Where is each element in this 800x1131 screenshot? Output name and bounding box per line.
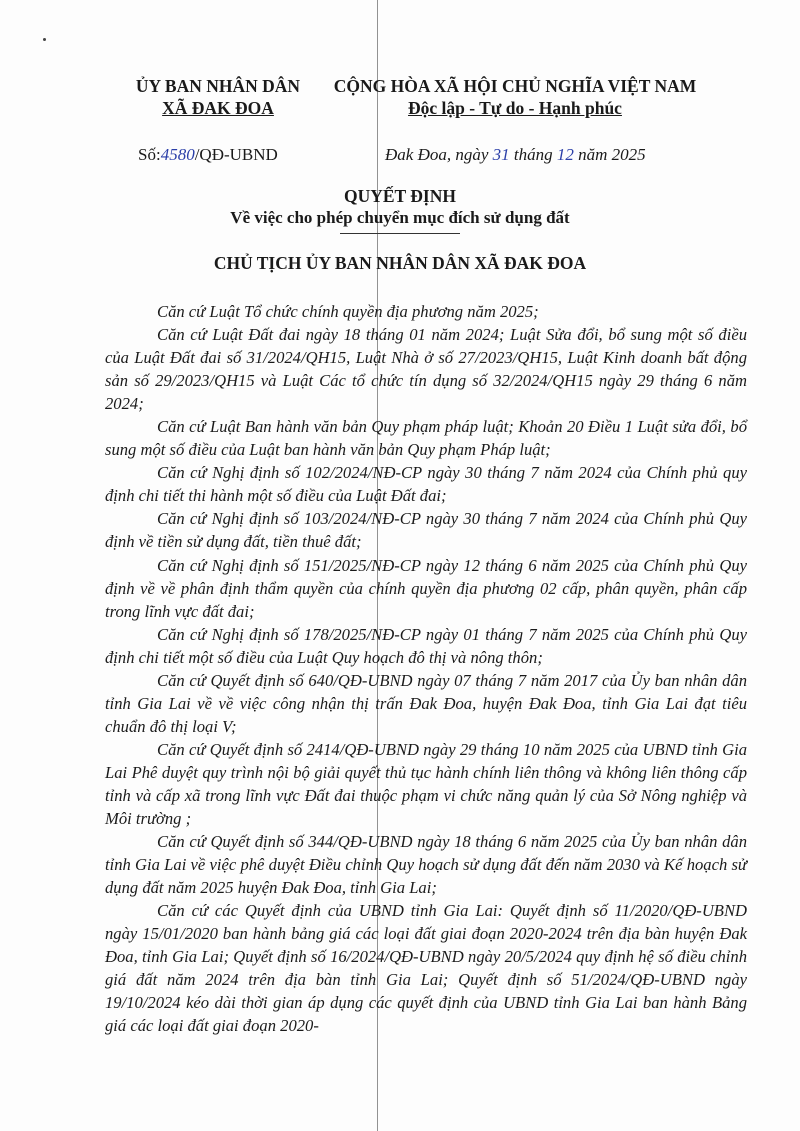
date-day: 31 xyxy=(492,145,510,164)
nation-line-2: Độc lập - Tự do - Hạnh phúc xyxy=(408,98,622,118)
date-month: 12 xyxy=(556,145,574,164)
legal-basis-paragraph: Căn cứ Luật Ban hành văn bản Quy phạm pháp luật; Khoản 20 Điều 1 Luật sửa đổi, bổ sung một số điều của Luật ban hành văn bản Quy phạm Pháp luật; xyxy=(105,417,747,460)
document-body xyxy=(105,300,747,1038)
legal-basis-paragraph: Căn cứ Quyết định số 2414/QĐ-UBND ngày 29 tháng 10 năm 2025 của UBND tỉnh Gia Lai Phê duyệt quy trình nội bộ giải quyết thủ tục hành chính liên thông và không liên thông cấp tỉnh và cấp xã trong lĩnh vực Đất đai thuộc phạm vi chức năng quản lý của Sở Nông nghiệp và Môi trường ; xyxy=(105,739,747,829)
place-prefix: Đak Đoa, ngày xyxy=(385,145,493,164)
legal-basis-paragraph: Căn cứ Luật Tổ chức chính quyền địa phương năm 2025; xyxy=(157,302,539,321)
legal-basis-paragraph: Căn cứ Nghị định số 103/2024/NĐ-CP ngày 30 tháng 7 năm 2024 của Chính phủ Quy định về tiền sử dụng đất, tiền thuê đất; xyxy=(105,509,747,552)
legal-basis-paragraph: Căn cứ Quyết định số 640/QĐ-UBND ngày 07 tháng 7 năm 2017 của Ủy ban nhân dân tỉnh Gia Lai về về việc công nhận thị trấn Đak Đoa, huyện Đak Đoa, tỉnh Gia Lai đạt tiêu chuẩn đô thị loại V; xyxy=(105,670,747,736)
legal-basis-paragraph: Căn cứ Nghị định số 178/2025/NĐ-CP ngày 01 tháng 7 năm 2025 của Chính phủ Quy định chi tiết một số điều của Luật Quy hoạch đô thị và nông thôn; xyxy=(105,624,747,667)
legal-basis-paragraph: Căn cứ Nghị định số 102/2024/NĐ-CP ngày 30 tháng 7 năm 2024 của Chính phủ quy định chi tiết thi hành một số điều của Luật Đất đai; xyxy=(105,463,747,506)
nation-line-1: CỘNG HÒA XÃ HỘI CHỦ NGHĨA VIỆT NAM xyxy=(333,76,697,96)
year-label: năm 2025 xyxy=(573,145,646,164)
document-title: QUYẾT ĐỊNH xyxy=(344,186,456,206)
issuing-agency xyxy=(118,75,318,119)
national-motto xyxy=(330,75,700,119)
agency-line-2: XÃ ĐAK ĐOA xyxy=(162,98,274,118)
doc-number-value: 4580 xyxy=(160,145,195,164)
subtitle-underline xyxy=(340,233,460,234)
doc-number-suffix: /QĐ-UBND xyxy=(194,145,278,164)
scan-speck xyxy=(43,38,46,41)
issuing-authority: CHỦ TỊCH ỦY BAN NHÂN DÂN XÃ ĐAK ĐOA xyxy=(213,253,587,273)
legal-basis-paragraph: Căn cứ Luật Đất đai ngày 18 tháng 01 năm 2024; Luật Sửa đổi, bổ sung một số điều của Luật Đất đai số 31/2024/QH15, Luật Nhà ở số 27/2023/QH15, Luật Kinh doanh bất động sản số 29/2023/QH15 và Luật Các tổ chức tín dụng số 32/2024/QH15 ngày 29 tháng 6 năm 2024; xyxy=(105,325,747,414)
legal-basis-paragraph: Căn cứ Nghị định số 151/2025/NĐ-CP ngày 12 tháng 6 năm 2025 của Chính phủ Quy định về về phân định thẩm quyền của chính quyền địa phương 02 cấp, phân quyền, phân cấp trong lĩnh vực đất đai; xyxy=(105,555,747,621)
place-and-date xyxy=(385,145,646,165)
document-subtitle: Về việc cho phép chuyển mục đích sử dụng đất xyxy=(230,208,570,227)
document-number xyxy=(138,145,278,165)
legal-basis-paragraph: Căn cứ Quyết định số 344/QĐ-UBND ngày 18 tháng 6 năm 2025 của Ủy ban nhân dân tỉnh Gia Lai về việc phê duyệt Điều chỉnh Quy hoạch sử dụng đất đến năm 2030 và Kế hoạch sử dụng đất năm 2025 huyện Đak Đoa, tỉnh Gia Lai; xyxy=(105,832,747,898)
agency-line-1: ỦY BAN NHÂN DÂN xyxy=(135,76,301,96)
doc-number-prefix: Số: xyxy=(138,145,161,164)
legal-basis-paragraph: Căn cứ các Quyết định của UBND tỉnh Gia Lai: Quyết định số 11/2020/QĐ-UBND ngày 15/01/2020 ban hành bảng giá các loại đất giai đoạn 2020-2024 trên địa bàn huyện Đak Đoa, tỉnh Gia Lai; Quyết định số 16/2024/QĐ-UBND ngày 20/5/2024 quy định hệ số điều chỉnh giá đất năm 2024 trên địa bàn tỉnh Gia Lai; Quyết định số 51/2024/QĐ-UBND ngày 19/10/2024 kéo dài thời gian áp dụng các quyết định của UBND tỉnh Gia Lai ban hành Bảng giá các loại đất giai đoạn 2020- xyxy=(105,901,747,1036)
month-label: tháng xyxy=(509,145,557,164)
